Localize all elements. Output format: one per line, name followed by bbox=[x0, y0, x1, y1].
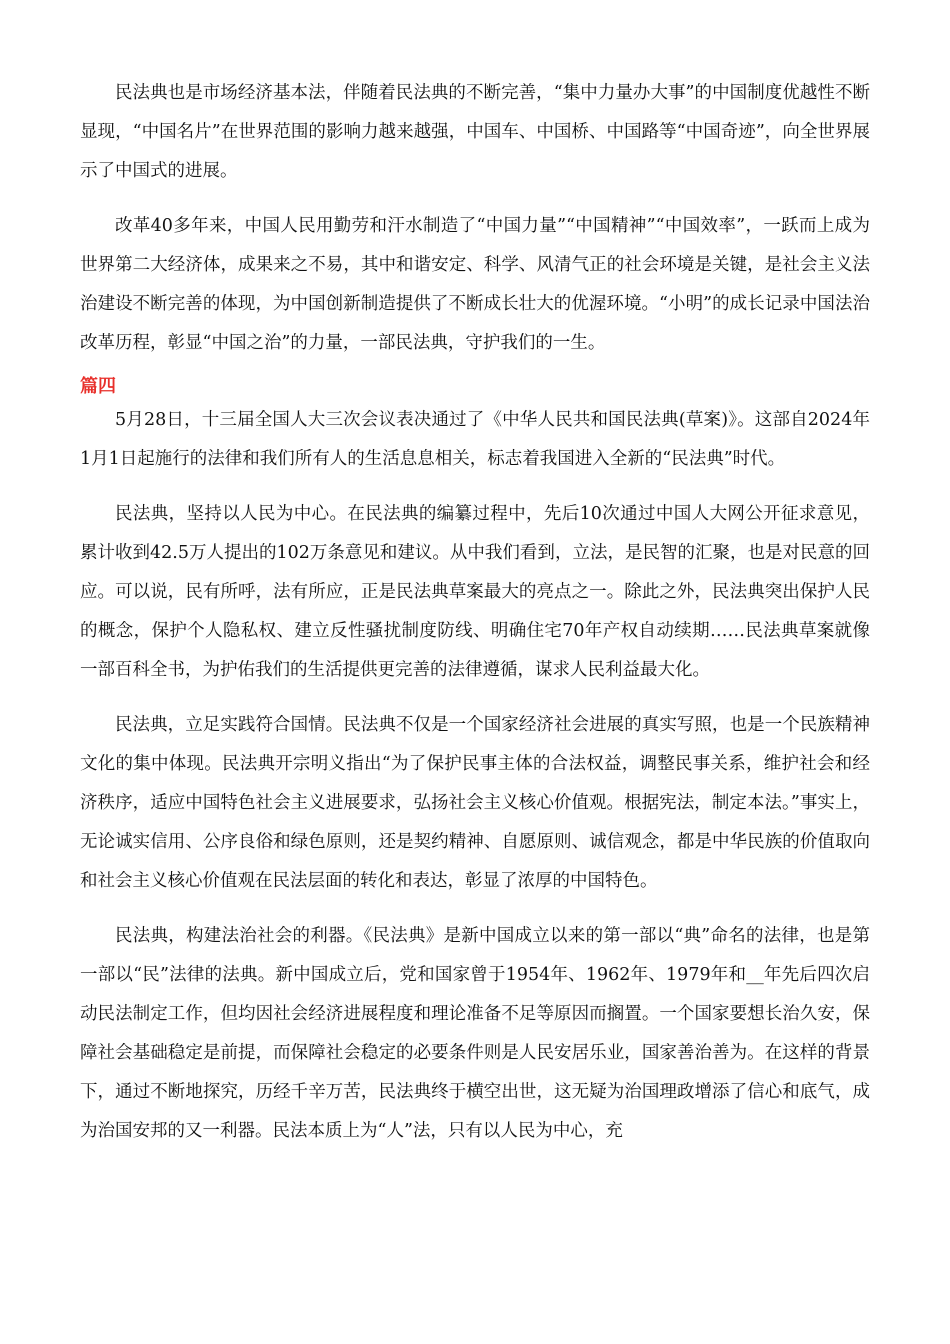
paragraph-national-conditions: 民法典，立足实践符合国情。民法典不仅是一个国家经济社会进展的真实写照，也是一个民族精神文化的集中体现。民法典开宗明义指出“为了保护民事主体的合法权益，调整民事关系，维护社会和经济秩序，适应中国特色社会主义进展要求，弘扬社会主义核心价值观。根据宪法，制定本法。”事实上，无论诚实信用、公序良俗和绿色原则，还是契约精神、自愿原则、诚信观念，都是中华民族的价值取向和社会主义核心价值观在民法层面的转化和表达，彰显了浓厚的中国特色。 bbox=[80, 715, 870, 891]
paragraph-rule-of-law: 民法典，构建法治社会的利器。《民法典》是新中国成立以来的第一部以“典”命名的法律，也是第一部以“民”法律的法典。新中国成立后，党和国家曾于1954年、1962年、1979年和__年先后四次启动民法制定工作，但均因社会经济进展程度和理论准备不足等原因而搁置。一个国家要想长治久安，保障社会基础稳定是前提，而保障社会稳定的必要条件则是人民安居乐业，国家善治善为。在这样的背景下，通过不断地探究，历经千辛万苦，民法典终于横空出世，这无疑为治国理政增添了信心和底气，成为治国安邦的又一利器。民法本质上为“人”法，只有以人民为中心，充 bbox=[80, 926, 870, 1141]
section-heading: 篇四 bbox=[80, 376, 116, 397]
paragraph-people-centered: 民法典，坚持以人民为中心。在民法典的编纂过程中，先后10次通过中国人大网公开征求意见，累计收到42.5万人提出的102万条意见和建议。从中我们看到，立法，是民智的汇聚，也是对民意的回应。可以说，民有所呼，法有所应，正是民法典草案最大的亮点之一。除此之外，民法典突出保护人民的概念，保护个人隐私权、建立反性骚扰制度防线、明确住宅70年产权自动续期……民法典草案就像一部百科全书，为护佑我们的生活提供更完善的法律遵循，谋求人民利益最大化。 bbox=[80, 504, 870, 680]
paragraph-market-economy: 民法典也是市场经济基本法，伴随着民法典的不断完善，“集中力量办大事”的中国制度优越性不断显现，“中国名片”在世界范围的影响力越来越强，中国车、中国桥、中国路等“中国奇迹”，向全世界展示了中国式的进展。 bbox=[80, 83, 870, 181]
paragraph-reform-40-years: 改革40多年来，中国人民用勤劳和汗水制造了“中国力量”“中国精神”“中国效率”，一跃而上成为世界第二大经济体，成果来之不易，其中和谐安定、科学、风清气正的社会环境是关键，是社会主义法治建设不断完善的体现，为中国创新制造提供了不断成长壮大的优渥环境。“小明”的成长记录中国法治改革历程，彰显“中国之治”的力量，一部民法典，守护我们的一生。 bbox=[80, 216, 870, 353]
paragraph-may-28: 5月28日，十三届全国人大三次会议表决通过了《中华人民共和国民法典(草案)》。这部自2024年1月1日起施行的法律和我们所有人的生活息息相关，标志着我国进入全新的“民法典”时代。 bbox=[80, 410, 870, 469]
document-page bbox=[80, 74, 870, 1151]
